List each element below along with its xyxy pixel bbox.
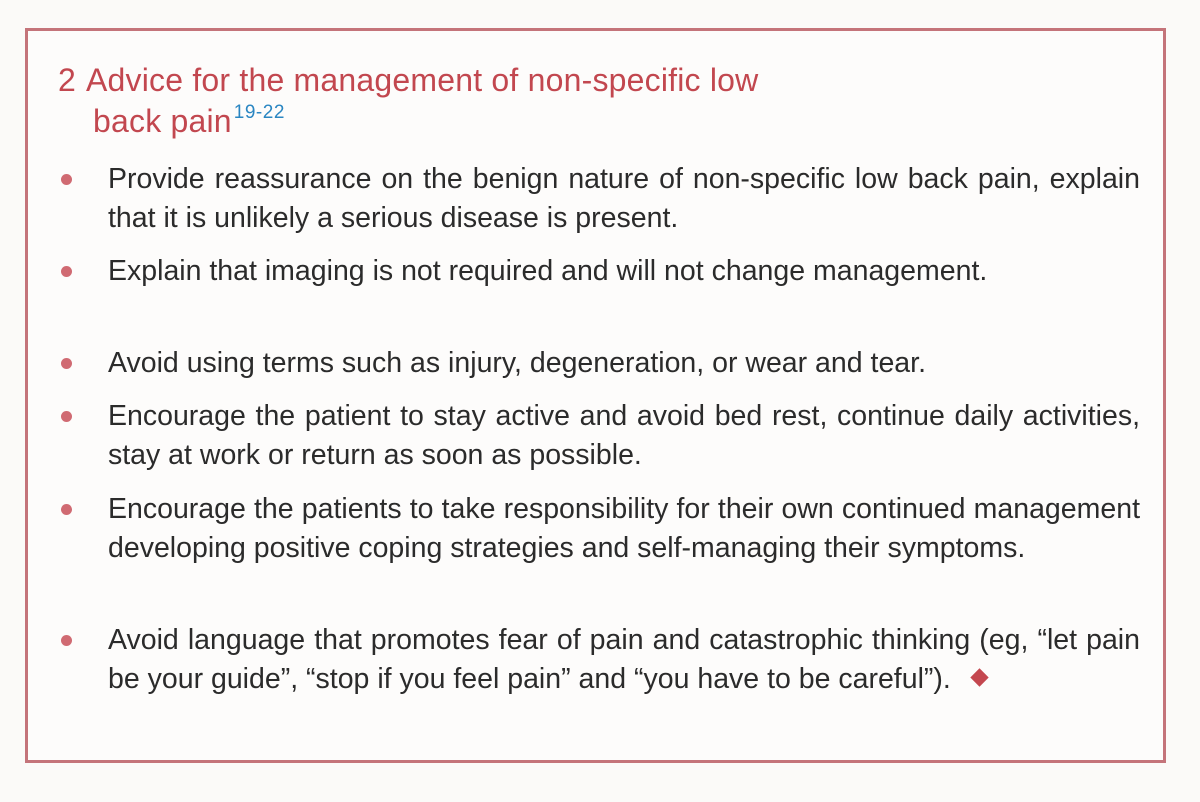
advice-box [25, 28, 1166, 763]
bullet-icon [61, 358, 72, 369]
item-text: Encourage the patients to take responsibility for their own continued management developing positive coping strategies and self-managing their symptoms. [108, 493, 1140, 564]
list-item [108, 397, 1140, 475]
list-item [108, 252, 1140, 291]
bullet-icon [61, 174, 72, 185]
box-number: 2 [58, 62, 76, 98]
item-text: Avoid using terms such as injury, degeneration, or wear and tear. [108, 347, 926, 379]
title-line1: Advice for the management of non-specific low [86, 62, 759, 98]
list-item [108, 160, 1140, 238]
list-item [108, 621, 1140, 699]
item-text: Provide reassurance on the benign nature of non-specific low back pain, explain that it is unlikely a serious disease is present. [108, 163, 1140, 234]
list-item [108, 490, 1140, 568]
bullet-icon [61, 411, 72, 422]
title-line2-wrap [58, 101, 1058, 147]
box-title [58, 60, 1058, 147]
bullet-icon [61, 635, 72, 646]
title-line2: back pain [93, 103, 232, 139]
item-text: Explain that imaging is not required and will not change management. [108, 255, 988, 287]
list-item [108, 344, 1140, 383]
reference-superscript: 19-22 [233, 102, 285, 123]
item-text: Avoid language that promotes fear of pain and catastrophic thinking (eg, “let pain be your guide”, “stop if you feel pain” and “you have to be careful”). [108, 624, 1140, 695]
diamond-end-icon [970, 668, 988, 686]
item-text: Encourage the patient to stay active and avoid bed rest, continue daily activities, stay at work or return as soon as possible. [108, 400, 1140, 471]
bullet-icon [61, 266, 72, 277]
bullet-icon [61, 504, 72, 515]
